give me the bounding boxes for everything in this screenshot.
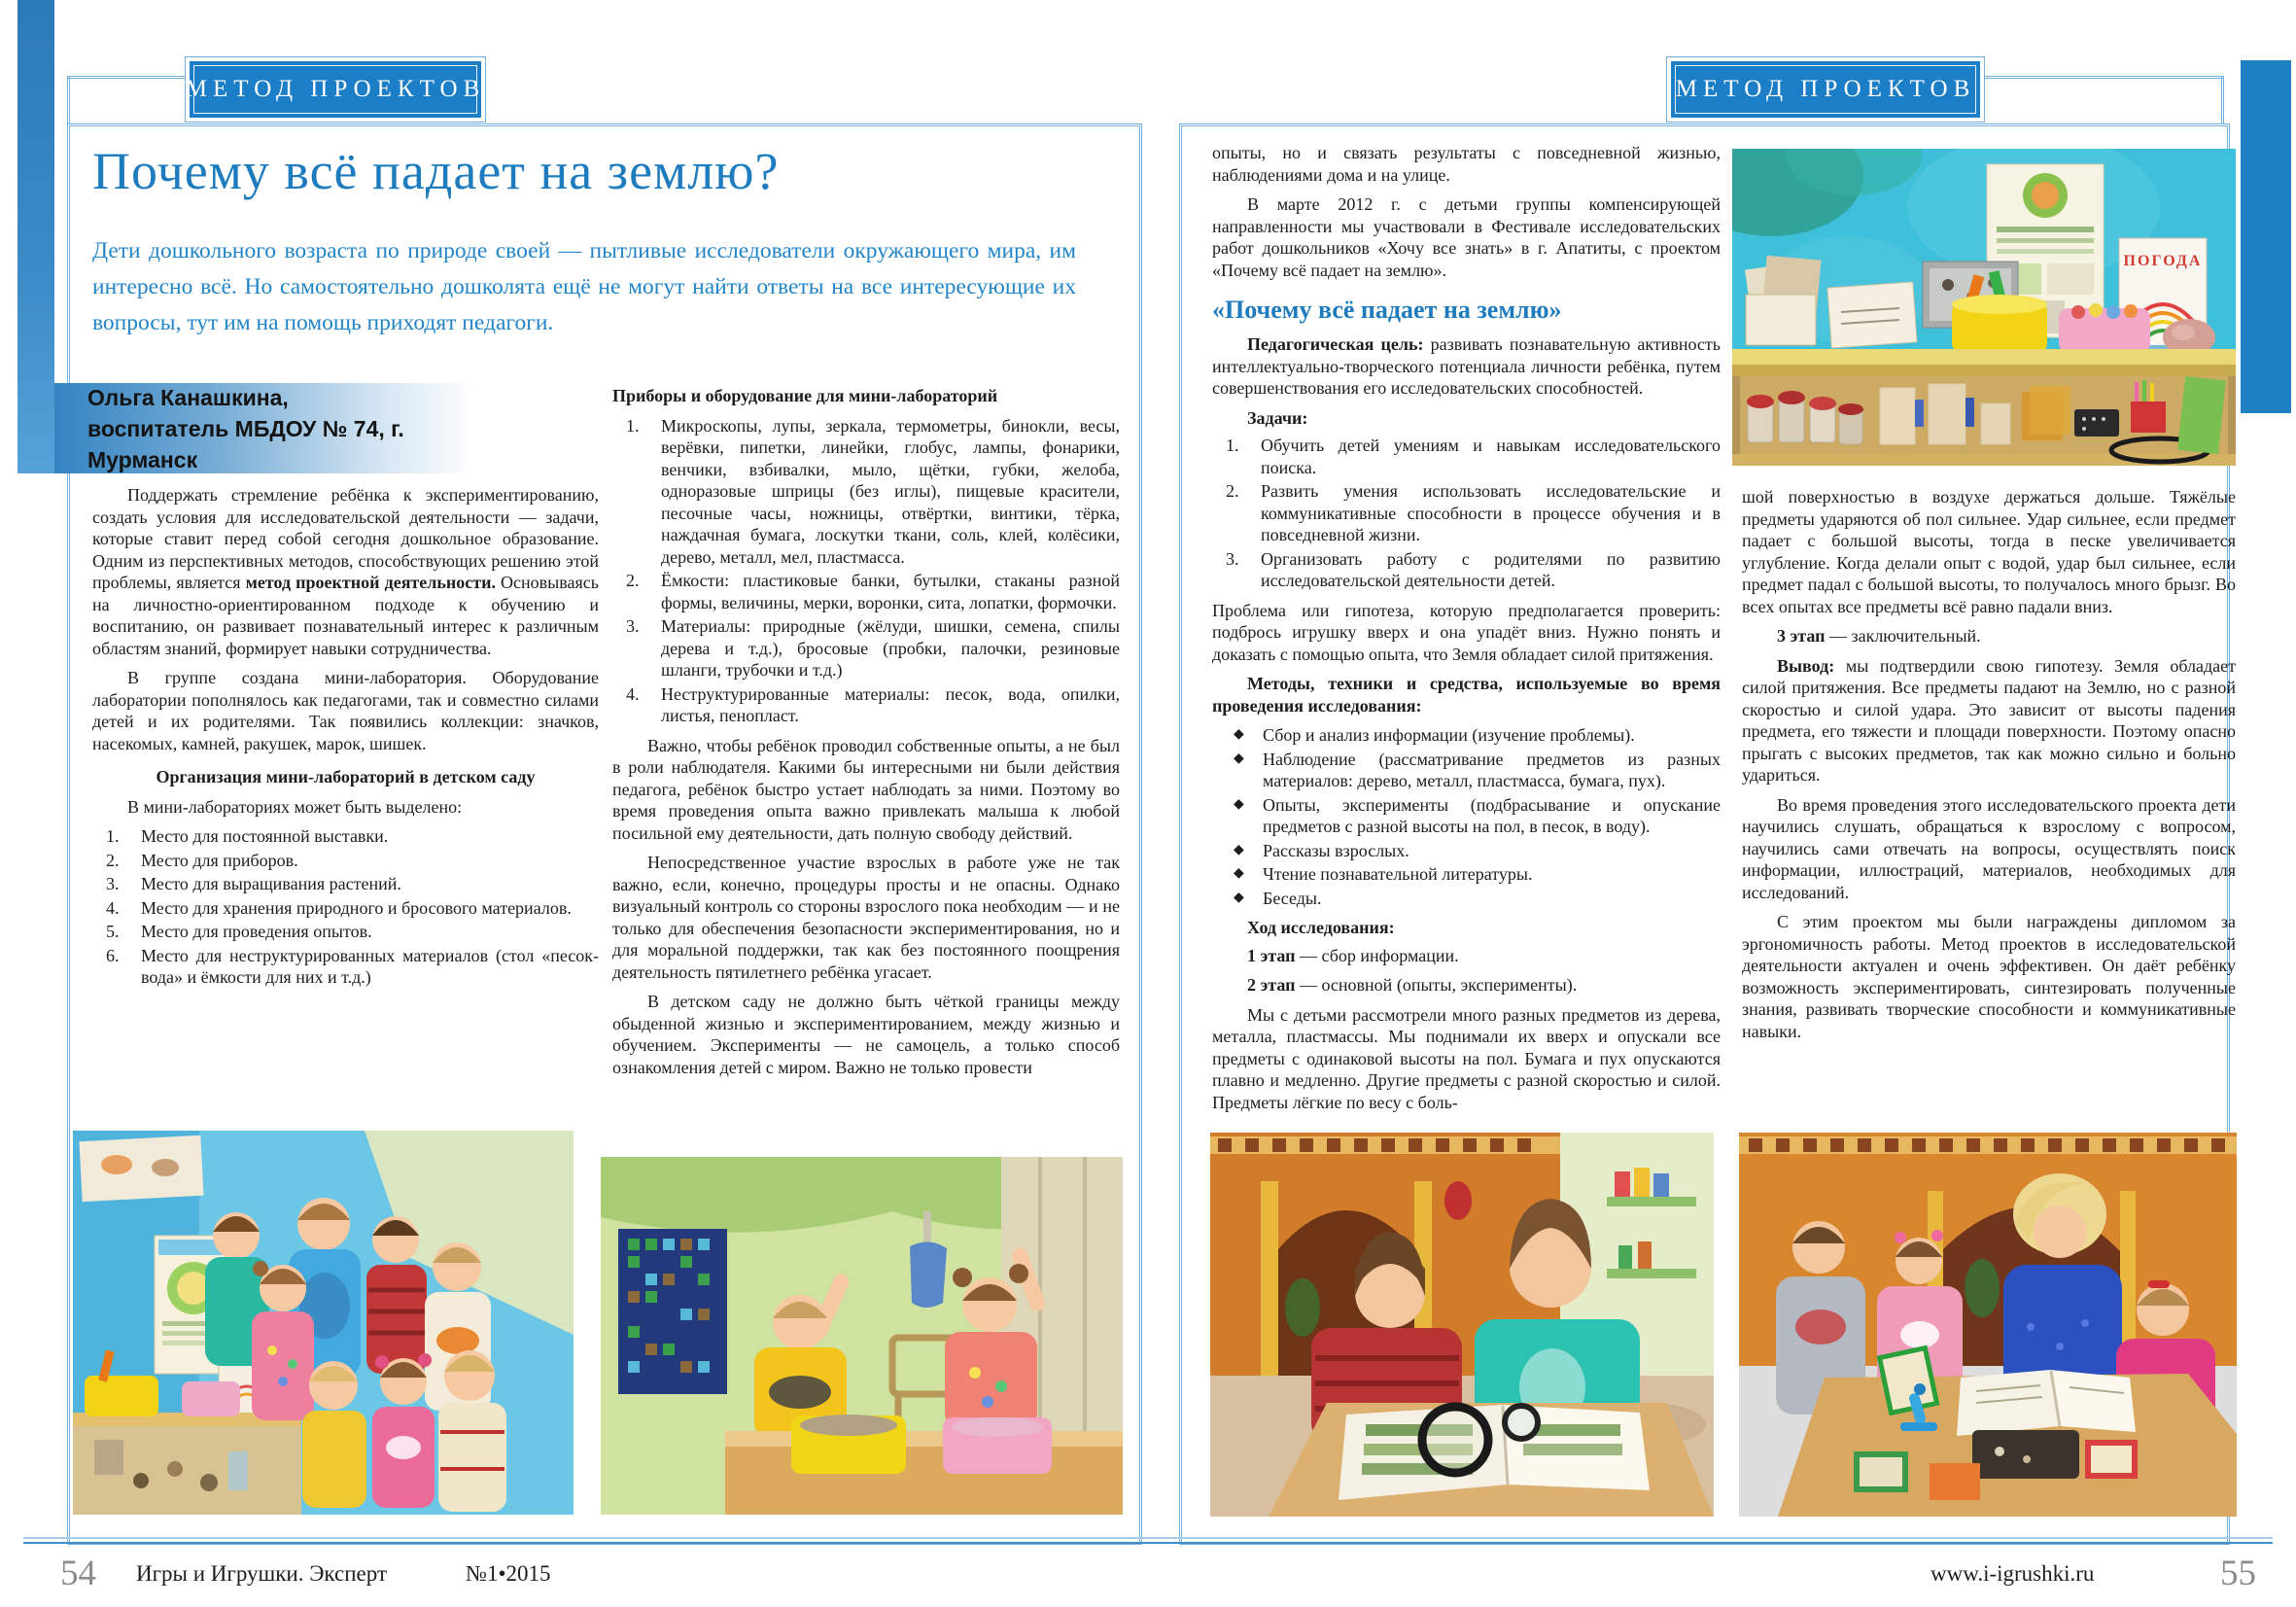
list-item — [1212, 548, 1721, 592]
list-item — [1212, 435, 1721, 478]
right-frame-top-segment — [1985, 76, 2224, 79]
diamond-bullet-icon: ◆ — [1234, 796, 1244, 812]
photo-mini-laboratory — [1732, 149, 2236, 466]
list-number: 1. — [626, 415, 640, 436]
site-url: www.i-igrushki.ru — [1931, 1561, 2095, 1586]
numbered-list — [92, 825, 599, 989]
photo-children-group — [73, 1131, 574, 1515]
footer-rule-light — [23, 1537, 2273, 1539]
small-magnifier-icon — [1505, 1406, 1538, 1439]
list-number: 3. — [626, 616, 640, 636]
section-tab-label: МЕТОД ПРОЕКТОВ — [185, 76, 486, 102]
magnifier-icon — [1422, 1407, 1488, 1473]
table-magazine — [1269, 1403, 1714, 1517]
photo-boys-magnifiers-illustration — [1210, 1133, 1714, 1517]
list-item-text: Организовать работу с родителями по развитию исследовательской деятельности детей. — [1261, 548, 1721, 590]
list-item-text: Чтение познавательной литературы. — [1263, 864, 1533, 884]
numbered-list — [1212, 435, 1721, 592]
list-item-text: Место для проведения опытов. — [141, 922, 372, 941]
list-number: 1. — [106, 826, 120, 846]
page-number-left: 54 — [60, 1554, 96, 1593]
author-name: Ольга Канашкина, — [87, 384, 289, 410]
photo-children-group-illustration — [73, 1131, 574, 1515]
list-item — [612, 683, 1120, 727]
list-item-text: Рассказы взрослых. — [1263, 840, 1409, 860]
list-item-text: Материалы: природные (жёлуди, шишки, семена, спилы дерева и т.д.), бросовые (пробки, палочки, резиновые шланги, трубочки и т.д.) — [661, 616, 1120, 680]
section-heading: «Почему всё падает на землю» — [1212, 296, 1562, 324]
paragraph: Мы с детьми рассмотрели много разных предметов из дерева, металла, пластмассы. Мы поднимали их вверх и опускали все предметы с одинаковой высоты на пол. Бумага и пух опускаются плавно и медленно. Другие предметы с разной скоростью и силой. Предметы лёгкие по весу с боль- — [1212, 1004, 1721, 1112]
bold-run: 1 этап — [1247, 945, 1296, 965]
column-left-2 — [612, 381, 1120, 1086]
list-item-text: Сбор и анализ информации (изучение проблемы). — [1263, 725, 1635, 745]
photo-sand-water-experiment — [601, 1157, 1123, 1515]
heading: Организация мини-лабораторий в детском саду — [156, 767, 536, 786]
section-tab-box — [185, 61, 486, 118]
list-item-text: Место для постоянной выставки. — [141, 826, 389, 846]
bold-run: Педагогическая цель: — [1247, 334, 1424, 354]
photo-teacher-children-illustration — [1739, 1133, 2237, 1517]
diamond-bullet-icon: ◆ — [1234, 890, 1244, 905]
list-item-text: Место для выращивания растений. — [141, 874, 401, 893]
list-item — [92, 825, 599, 848]
numbered-list — [612, 415, 1120, 727]
list-item — [1212, 888, 1721, 910]
paragraph: Важно, чтобы ребёнок проводил собственные опыты, а не был в роли наблюдателя. Какими бы интересными ни были действия педагога, ребёнок быстро устает наблюдать за ними. Поэтому во время проведения опыта важно привлекать малыша к любой посильной ему деятельности, дать полную свободу действий. — [612, 735, 1120, 843]
list-item-text: Место для хранения природного и бросового материалов. — [141, 897, 572, 918]
column-right-2 — [1742, 486, 2236, 1050]
paragraph: Во время проведения этого исследовательского проекта дети научились слушать, обращаться к взрослому с вопросом, научились сами отвечать на вопросы, осуществлять поиск информации, иллюстраций, материалов, необходимых для исследований. — [1742, 794, 2236, 902]
calendar-poster — [618, 1229, 727, 1394]
paragraph: шой поверхностью в воздухе держаться дольше. Тяжёлые предметы ударяются об пол сильнее. Удар сильнее, если предмет падает с большой высоты, тогда в песке увеличивается углубление. Когда делали опыт с водой, удар был сильнее, если предмет падал с большой высоты, то получалось много брызг. Во всех опытах все предметы всё равно падали вниз. — [1742, 487, 2236, 616]
checker-band — [1210, 1136, 1560, 1154]
list-number: 4. — [626, 683, 640, 704]
section-tab-label: МЕТОД ПРОЕКТОВ — [1675, 76, 1976, 102]
paragraph: В группе создана мини-лаборатория. Оборудование лаборатории пополнялось как педагогами, так и совместно силами детей и их родителями. Так появились коллекции: значков, насекомых, камней, ракушек, марок, шишек. — [92, 668, 599, 753]
heading: Приборы и оборудование для мини-лабораторий — [612, 386, 998, 405]
checker-band — [1739, 1136, 2237, 1154]
magazine-name: Игры и Игрушки. Эксперт — [136, 1561, 387, 1586]
paragraph: Непосредственное участие взрослых в работе уже не так важно, если, конечно, процедуры просты и не опасны. Однако визуальный контроль со стороны взрослого пока необходим — и не только для обеспечения безопасности экспериментирования, но и для моральной поддержки, так как без постоянного поощрения деятельность пятилетнего ребёнка угасает. — [612, 853, 1120, 982]
left-frame-side-segment — [67, 76, 70, 123]
list-item-text: Беседы. — [1263, 888, 1322, 908]
list-item-text: Место для приборов. — [141, 850, 298, 870]
list-item-text: Обучить детей умениям и навыкам исследовательского поиска. — [1261, 436, 1721, 477]
list-item-text: Микроскопы, лупы, зеркала, термометры, бинокли, весы, верёвки, пипетки, линейки, глобус, лампы, фонарики, венчики, взбивалки, мыло, щётки, губки, желоба, одноразовые шприцы (без иглы), пищевые красители, песочные часы, ножницы, отвёртки, винтики, тёрка, наждачная бумага, лоскутки ткани, соль, клей, колёсики, дерево, металл, мел, пластмасса. — [661, 415, 1120, 567]
list-item — [1212, 480, 1721, 546]
list-number: 1. — [1226, 436, 1239, 455]
photo-teacher-children — [1739, 1133, 2237, 1517]
paragraph: Педагогическая цель: развивать познавательную активность интеллектуально-творческого потенциала личности ребёнка, путем совершенствования его исследовательских способностей. — [1212, 334, 1721, 398]
list-number: 4. — [106, 897, 120, 918]
diamond-bullet-icon: ◆ — [1234, 751, 1244, 766]
column-right-1 — [1212, 142, 1721, 1121]
section-tab-right — [1666, 56, 1985, 122]
list-item — [92, 897, 599, 920]
list-number: 3. — [1226, 548, 1239, 569]
list-number: 2. — [1226, 481, 1239, 501]
list-item — [92, 850, 599, 872]
diamond-bullet-icon: ◆ — [1234, 842, 1244, 857]
bold-run: метод проектной деятельности. — [245, 573, 496, 592]
diamond-bullet-icon: ◆ — [1234, 866, 1244, 881]
bold-run: 3 этап — [1777, 626, 1826, 646]
paragraph: С этим проектом мы были награждены дипломом за эргономичность работы. Метод проектов в исследовательской деятельности актуален и очень эффективен. Он даёт ребёнку возможность экспериментировать, синтезировать полученные знания, развивать творческие способности и коммуникативные навыки. — [1742, 912, 2236, 1041]
paragraph: В мини-лабораториях может быть выделено: — [127, 796, 463, 817]
bullet-list — [1212, 724, 1721, 909]
bold-run: 2 этап — [1247, 975, 1296, 995]
list-item — [1212, 840, 1721, 862]
page-number-right: 55 — [2220, 1554, 2256, 1593]
heading: Задачи: — [1247, 407, 1308, 428]
paragraph: Проблема или гипотеза, которую предполагается проверить: подбрось игрушку вверх и она упадёт вниз. Нужно понять и доказать с помощью опыта, что Земля обладает силой притяжения. — [1212, 600, 1721, 664]
author-block — [54, 383, 474, 473]
article-lead: Дети дошкольного возраста по природе своей — пытливые исследователи окружающего мира, им интересно всё. Но самостоятельно дошколята ещё не могут найти ответы на все интересующие их вопросы, тут им на помощь приходят педагоги. — [92, 238, 1076, 335]
bold-run: Вывод: — [1777, 655, 1835, 676]
list-item — [1212, 863, 1721, 886]
article-title: Почему всё падает на землю? — [92, 142, 780, 200]
footer-rule-dark — [23, 1542, 2273, 1544]
list-number: 3. — [106, 874, 120, 893]
list-item-text: Неструктурированные материалы: песок, вода, опилки, листья, пенопласт. — [661, 683, 1120, 725]
list-item-text: Ёмкости: пластиковые банки, бутылки, стаканы разной формы, величины, мерки, воронки, сита, лопатки, формочки. — [661, 571, 1120, 612]
photo-mini-laboratory-illustration — [1732, 149, 2236, 466]
list-item — [1212, 794, 1721, 838]
list-item — [612, 615, 1120, 681]
paragraph: Поддержать стремление ребёнка к экспериментированию, создать условия для исследовательской деятельности — задачи, которые ставит перед собой сегодня дошкольное образование. Одним из перспективных методов, способствующих решению этой проблемы, является метод проектной деятельности. Основываясь на личностно-ориентированном подходе к обучению и воспитанию, он развивает познавательный интерес к различным областям знаний, формирует навыки сотрудничества. — [92, 485, 599, 658]
photo-boys-magnifiers — [1210, 1133, 1714, 1517]
list-number: 5. — [106, 922, 120, 941]
list-item — [92, 921, 599, 943]
paragraph: 3 этап — заключительный. — [1777, 626, 1981, 646]
list-item-text: Развить умения использовать исследовательские и коммуникативные способности в процессе обучения и в повседневной жизни. — [1261, 481, 1721, 544]
author-affiliation: воспитатель МБДОУ № 74, г. Мурманск — [87, 415, 404, 472]
list-number: 2. — [626, 571, 640, 590]
paragraph: 2 этап — основной (опыты, эксперименты). — [1247, 975, 1578, 995]
left-frame-top-segment — [67, 76, 185, 79]
diamond-bullet-icon: ◆ — [1234, 727, 1244, 742]
paragraph: 1 этап — сбор информации. — [1247, 945, 1459, 965]
list-item — [612, 415, 1120, 569]
heading: Ход исследования: — [1247, 918, 1395, 937]
section-tab-box — [1671, 61, 1980, 118]
list-number: 6. — [106, 945, 120, 965]
paragraph: Методы, техники и средства, используемые во время проведения исследования: — [1212, 674, 1721, 716]
list-item-text: Место для неструктурированных материалов (стол «песок-вода» и ёмкости для них и т.д.) — [141, 945, 599, 987]
issue-label: №1•2015 — [466, 1561, 551, 1586]
photo-sand-water-illustration — [601, 1157, 1123, 1515]
list-item — [1212, 749, 1721, 792]
paragraph: опыты, но и связать результаты с повседневной жизнью, наблюдениями дома и на улице. — [1212, 143, 1721, 185]
list-item-text: Наблюдение (рассматривание предметов из разных материалов: дерево, металл, пластмасса, бумага, пух). — [1263, 749, 1721, 790]
paragraph: В марте 2012 г. с детьми группы компенсирующей направленности мы участвовали в Фестивале исследовательских работ дошкольников «Хочу все знать» в г. Апатиты, с проектом «Почему всё падает на землю». — [1212, 194, 1721, 280]
list-number: 2. — [106, 850, 120, 870]
paragraph: Вывод: мы подтвердили свою гипотезу. Земля обладает силой притяжения. Все предметы падают на Землю, но с разной скоростью и силой удара. Это зависит от высоты падения предмета, его тяжести и площади поверхности. Поэтому опасно прыгать с высоких предметов, так как можно сильно и больно удариться. — [1742, 655, 2236, 785]
list-item — [92, 873, 599, 895]
column-left-1 — [92, 484, 599, 996]
section-tab-left — [185, 56, 486, 122]
list-item — [1212, 724, 1721, 747]
weather-book-title: ПОГОДА — [2123, 253, 2203, 269]
list-item — [92, 945, 599, 989]
right-frame-side-segment — [2221, 76, 2224, 123]
list-item-text: Опыты, эксперименты (подбрасывание и опускание предметов с разной высоты на пол, в песок, в воду). — [1263, 794, 1721, 836]
paragraph: В детском саду не должно быть чёткой границы между обыденной жизнью и экспериментированием, между жизнью и обучением. Эксперименты — не самоцель, а только способ ознакомления детей с миром. Важно не только провести — [612, 992, 1120, 1077]
list-item — [612, 570, 1120, 613]
left-edge-blue-bar — [17, 0, 54, 473]
right-edge-blue-bar — [2241, 60, 2291, 413]
